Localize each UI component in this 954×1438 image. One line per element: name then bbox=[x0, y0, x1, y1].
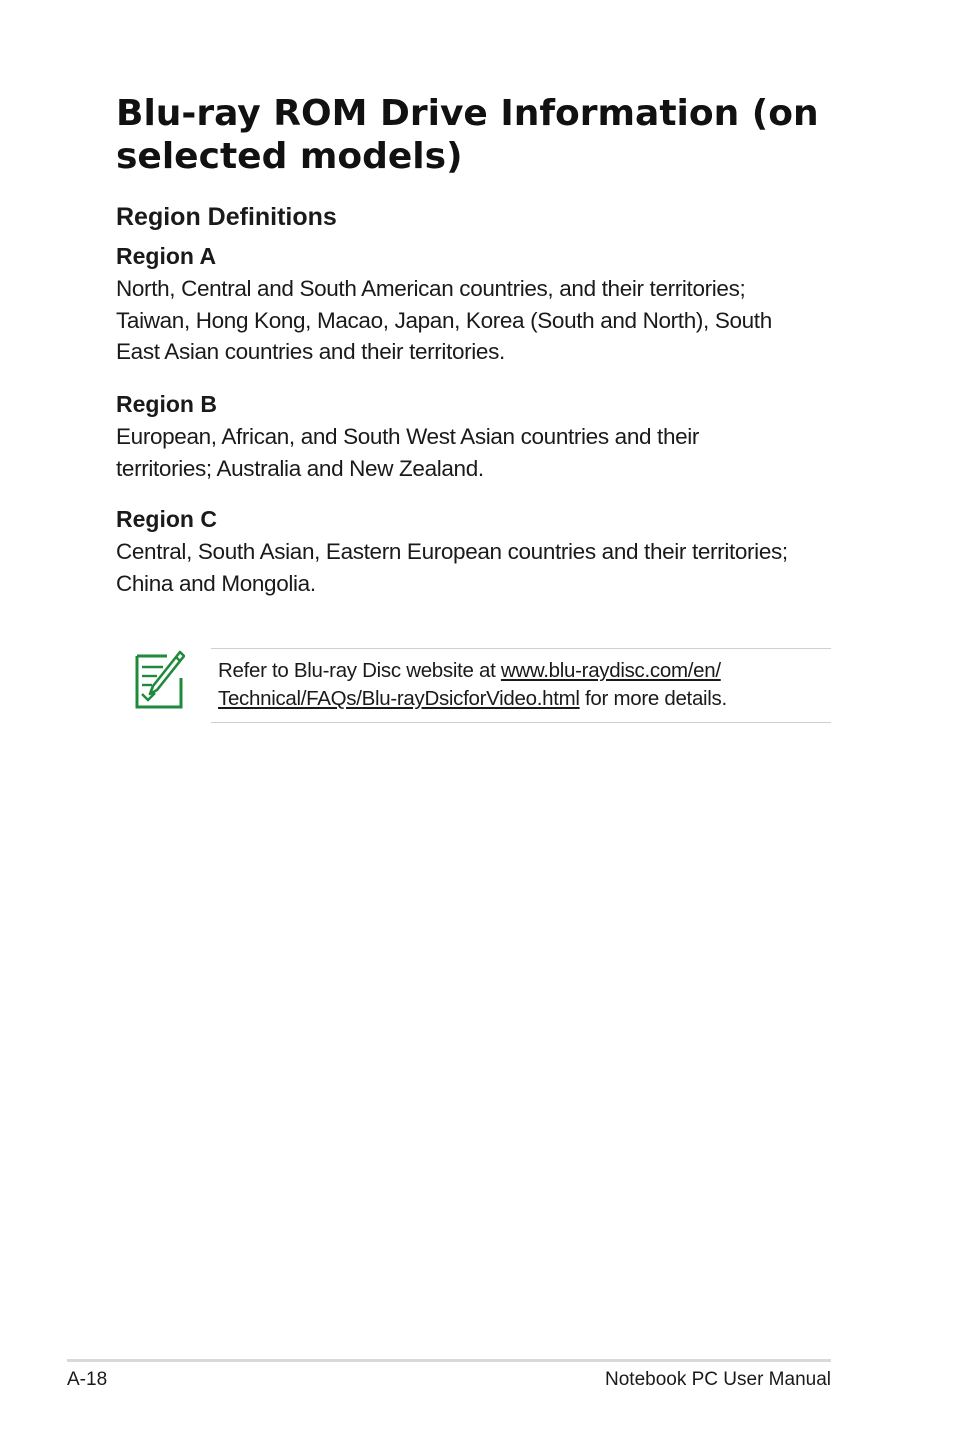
region-b-line-1: European, African, and South West Asian countries and their bbox=[116, 424, 700, 449]
note-prefix: Refer to Blu-ray Disc website at bbox=[218, 659, 501, 682]
page-title: Blu-ray ROM Drive Information (on selected models) bbox=[116, 93, 819, 177]
region-a-title: Region A bbox=[116, 243, 217, 269]
region-c bbox=[116, 504, 846, 599]
link-line-1[interactable]: www.blu-raydisc.com/en/ bbox=[500, 659, 721, 682]
region-c-line-2: China and Mongolia. bbox=[116, 570, 316, 596]
note-box bbox=[211, 648, 831, 723]
note-pencil-icon bbox=[133, 650, 185, 710]
page-number: A-18 bbox=[67, 1369, 108, 1390]
region-a-description bbox=[116, 273, 846, 368]
region-b-title: Region B bbox=[116, 391, 217, 417]
note-suffix: for more details. bbox=[579, 687, 727, 710]
region-c-line-1: Central, South Asian, Eastern European countries and their territories; bbox=[116, 539, 788, 564]
region-a-line-1: North, Central and South American countries, and their territories; bbox=[116, 276, 746, 301]
region-b-description bbox=[116, 421, 846, 484]
note-text bbox=[218, 657, 818, 713]
section-heading: Region Definitions bbox=[116, 203, 337, 231]
region-c-title: Region C bbox=[116, 506, 217, 532]
footer-divider bbox=[67, 1359, 831, 1362]
region-b bbox=[116, 389, 846, 484]
link-line-2[interactable]: Technical/FAQs/Blu-rayDsicforVideo.html bbox=[218, 687, 580, 710]
region-b-line-2: territories; Australia and New Zealand. bbox=[116, 455, 484, 481]
region-a-line-3: East Asian countries and their territories. bbox=[116, 339, 505, 364]
region-a bbox=[116, 241, 846, 368]
manual-title: Notebook PC User Manual bbox=[605, 1369, 831, 1390]
region-a-line-2: Taiwan, Hong Kong, Macao, Japan, Korea (South and North), South bbox=[116, 307, 772, 333]
region-c-description bbox=[116, 536, 846, 599]
